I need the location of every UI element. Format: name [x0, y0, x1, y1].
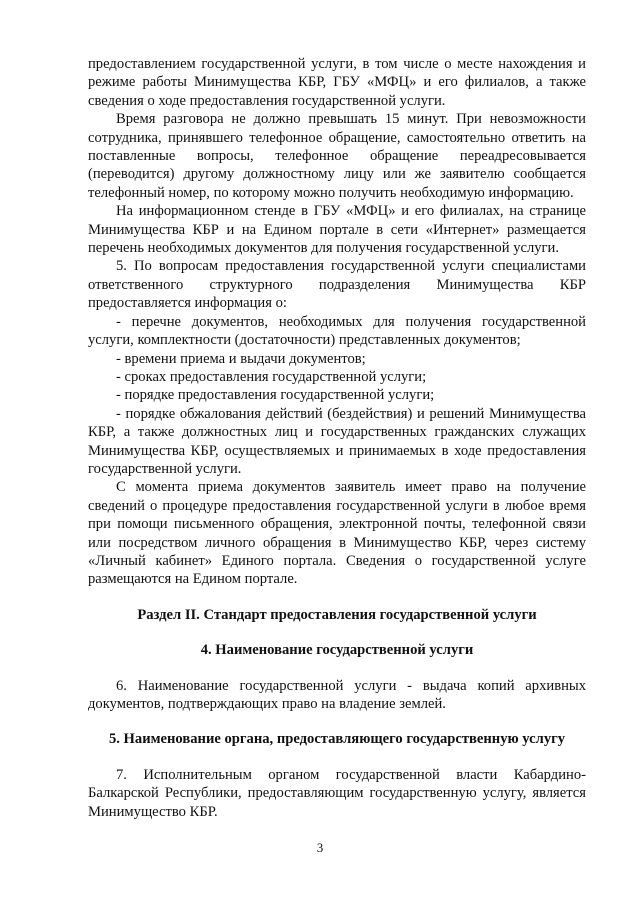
list-item: - сроках предоставления государственной услуги;: [116, 368, 427, 385]
list-item: - времени приема и выдачи документов;: [116, 350, 366, 367]
paragraph-item-6: 6. Наименование государственной услуги - выдача копий архивных документов, подтверждающих право на владение землей.: [88, 677, 586, 712]
list-item: - порядке обжалования действий (бездействия) и решений Минимущества КБР, а также должностных лиц и государственных гражданских служащих Минимущества КБР, осуществляемых и принимаемых в ходе предоставления государственной услуги.: [88, 405, 586, 477]
list-item: - перечне документов, необходимых для получения государственной услуги, комплектности (достаточности) представленных документов;: [88, 313, 586, 349]
paragraph-call-duration: Время разговора не должно превышать 15 минут. При невозможности сотрудника, принявшего телефонное обращение, самостоятельно ответить на поставленные вопросы, телефонное обращение переадресовывается (переводится) другому должностному лицу или же заявителю сообщается телефонный номер, по которому можно получить необходимую информацию.: [88, 111, 586, 201]
heading-service-name: 4. Наименование государственной услуги: [200, 642, 474, 659]
paragraph-item-7: 7. Исполнительным органом государственной власти Кабардино-Балкарской Республики, предоставляющим государственную услугу, является Минимущество КБР.: [88, 766, 586, 820]
heading-authority-name: 5. Наименование органа, предоставляющего государственную услугу: [108, 731, 566, 748]
paragraph-item-5: 5. По вопросам предоставления государственной услуги специалистами ответственного структурного подразделения Минимущества КБР предоставляется информация о:: [88, 258, 586, 312]
paragraph-info-stand: На информационном стенде в ГБУ «МФЦ» и его филиалах, на странице Минимущества КБР и на Едином портале в сети «Интернет» размещается перечень необходимых документов для получения государственной услуги.: [88, 203, 586, 257]
section-title: Раздел II. Стандарт предоставления государственной услуги: [137, 606, 537, 623]
document-page: [88, 55, 586, 821]
page-number: 3: [316, 840, 324, 855]
paragraph-contact-info: предоставлением государственной услуги, в том числе о месте нахождения и режиме работы Минимущества КБР, ГБУ «МФЦ» и его филиалов, а также сведения о ходе предоставления государственной услуги.: [88, 56, 586, 109]
paragraph-status-info: С момента приема документов заявитель имеет право на получение сведений о процедуре предоставления государственной услуги в любое время при помощи письменного обращения, электронной почты, телефонной связи или посредством личного обращения в Минимущество КБР, через систему «Личный кабинет» Единого портала. Сведения о государственной услуге размещаются на Едином портале.: [88, 479, 586, 588]
list-item: - порядке предоставления государственной услуги;: [116, 387, 435, 404]
info-list: [88, 313, 586, 479]
